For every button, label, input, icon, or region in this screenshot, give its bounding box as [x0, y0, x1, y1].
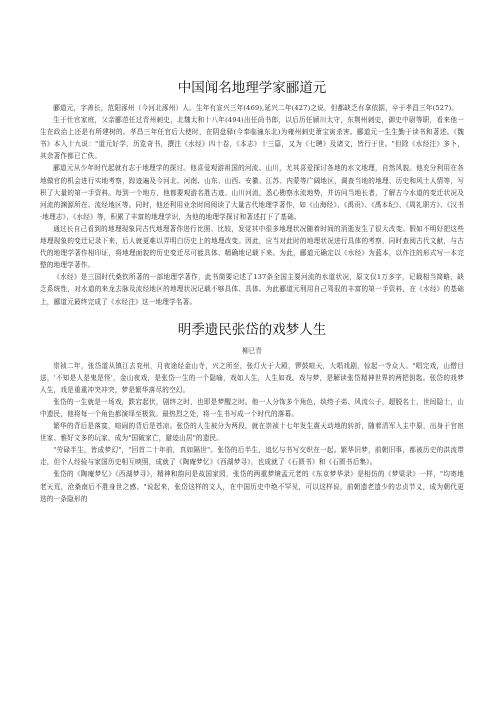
paragraph: 张岱的一生就是一场戏，跌宕起伏，剧终之时，也即是梦醒之时。他一人分饰多个角色，纨绔子弟、风流公子，超脱名士，世间隐士，山中遗民，他将每一个角色都演绎至极致。最热烈之处，将一生书写成一个时代的落幕。 [40, 397, 464, 418]
paragraph: 繁华的背后是落寞，喧闹的背后是苍凉。张岱的人生被分为两段，就在崇祯十七年发生震天动地的转折，随着清军入主中原，出身于官宦世家、雅好文多的玩家，成为"国破家亡，避迹山居"的遗民。 [40, 422, 464, 443]
paragraph: 郦道元从少年时代起就有志于地理学的探讨。他喜爱观游祖国的河流、山川，尤其喜爱探讨各地的水文地理，自然风貌。他充分利用在各地做官的机会进行实地考察，踪迹遍及今河北、河南、山东、山西、安徽、江苏、内蒙等广阔地区，调查当地的地理、历史和风土人情等，写积了大量的第一手资料。每到一个地方，他都要观游名胜古迹、山川河流，悉心勘察水流地势，并访问当地长者，了解古今水道的变迁状况及河流的渊源所在、流经地区等。同时，他还利用业余时间阅读了大量古代地理学著作，如《山海经》、《禹贡》、《禹本纪》、《周礼职方》、《汉书·地理志》、《水经》等，积累了丰富的地理学识，为他的地理学探讨和著述打下了基础。 [40, 164, 464, 221]
paragraph: "劳碌半生，皆成梦幻"，"回首二十年前，真如隔世"。张岱的后半生，追忆与书写交织在一起。繁华旧梦，前朝旧事，都被历史的洪流带走，但个人经验与家国历史相互映照，成就了《陶庵梦忆》《西湖梦寻》，也成就了《石匮书》和《石匮书后集》。 [40, 446, 464, 467]
paragraph: 《水经》是三国时代桑钦所著的一部地理学著作，此书简要记述了137条全国主要河流的水道状况，原文仅1万多字，记载相当简略，缺乏系统性，对水道的来龙去脉及流经地区的地理状况记载不够具体、具体。为此郦道元利用自己驾驭的丰富的第一手资料，在《水经》的基础上，郦道元最终完成了《水经注》这一地理学名著。 [40, 273, 464, 306]
paragraph: 张岱的《陶庵梦忆》《西湖梦寻》，精神和韵问是故国家园，张岱的两重梦境孟元老的《东京梦华录》是相仿的《梦粱录》一样，"均寄地老天荒，沧桑南后不胜身世之感。"说起来，张岱这样的文人，在中国历史中绝不罕见，可以这样说，前朝遗老遗少的忠贞节义，成为朝代更迭的一条隐形的 [40, 470, 464, 503]
article-title: 明季遗民张岱的戏梦人生 [177, 321, 327, 338]
paragraph: 通过长自己看到的地理现象同古代地理著作进行比照、比较，发觉其中很多地理状况随着时间的消逝发生了很大改变。假如不明好把这些地理现象的变迁记录下来，后人就更难以弄明白历史上的地理改变。因此，应当对此时的地理状况进行具体的考察，同时查阅古代文献，与古代的地理学著作相印证，将地理面貌的历史变迁尽可能具体、精确地记载下来。为此，郦道元确定以《水经》为蓝本，以作注的形式写一本完整的地理学著作。 [40, 224, 464, 270]
article-body [40, 102, 464, 308]
article-body [40, 360, 464, 505]
article-author: 柳已青 [242, 346, 262, 355]
paragraph: 郦道元，字善长，范阳涿州（今河北涿州）人。生年有宣兴三年(469),延兴二年(427)之说，但都缺乏有拿依据，卒于孝昌三年(527)。 [53, 104, 459, 112]
paragraph: 崇祯二年，张岱道从镇江去兖州，月夜途经金山寺，兴之所至，张灯火于大殿，锣鼓喧天，大唱戏剧，惊起一寺众人。"唱完戏，山僧目送，'不知是人是鬼是怪'，金山夜戏，是张岱一生的一个隐喻，戏如人生，人生如戏。戏与梦，是解读张岱精神世界的两把钥匙。张岱的戏梦人生，戏是重重冲突冲突，梦是繁华落尽的空幻。 [40, 361, 464, 394]
article-title: 中国闻名地理学家郦道元 [177, 80, 327, 96]
paragraph: 生于仕官家庭，父亲郦范任过青州刺史，北魏太和十八年(494)出任尚书郎，以后历任颍川太守，东荆州刺史，御史中尉等职，看来他一生在政治上还是有所建树的。孝昌三年任官后大使时，在阴盘驿(今奉临潼东北)为雍州刺史萧宝寅杀害。郦道元一生生勤于读书和著述。《魏书》本入十九说："道元好学，历览奇书，撰注《水经》四十卷，《本志》十三篇，又为《七聘》及诸文，皆行于世。"但除《水经注》多卜，其余著作都已亡佚。 [40, 116, 464, 161]
